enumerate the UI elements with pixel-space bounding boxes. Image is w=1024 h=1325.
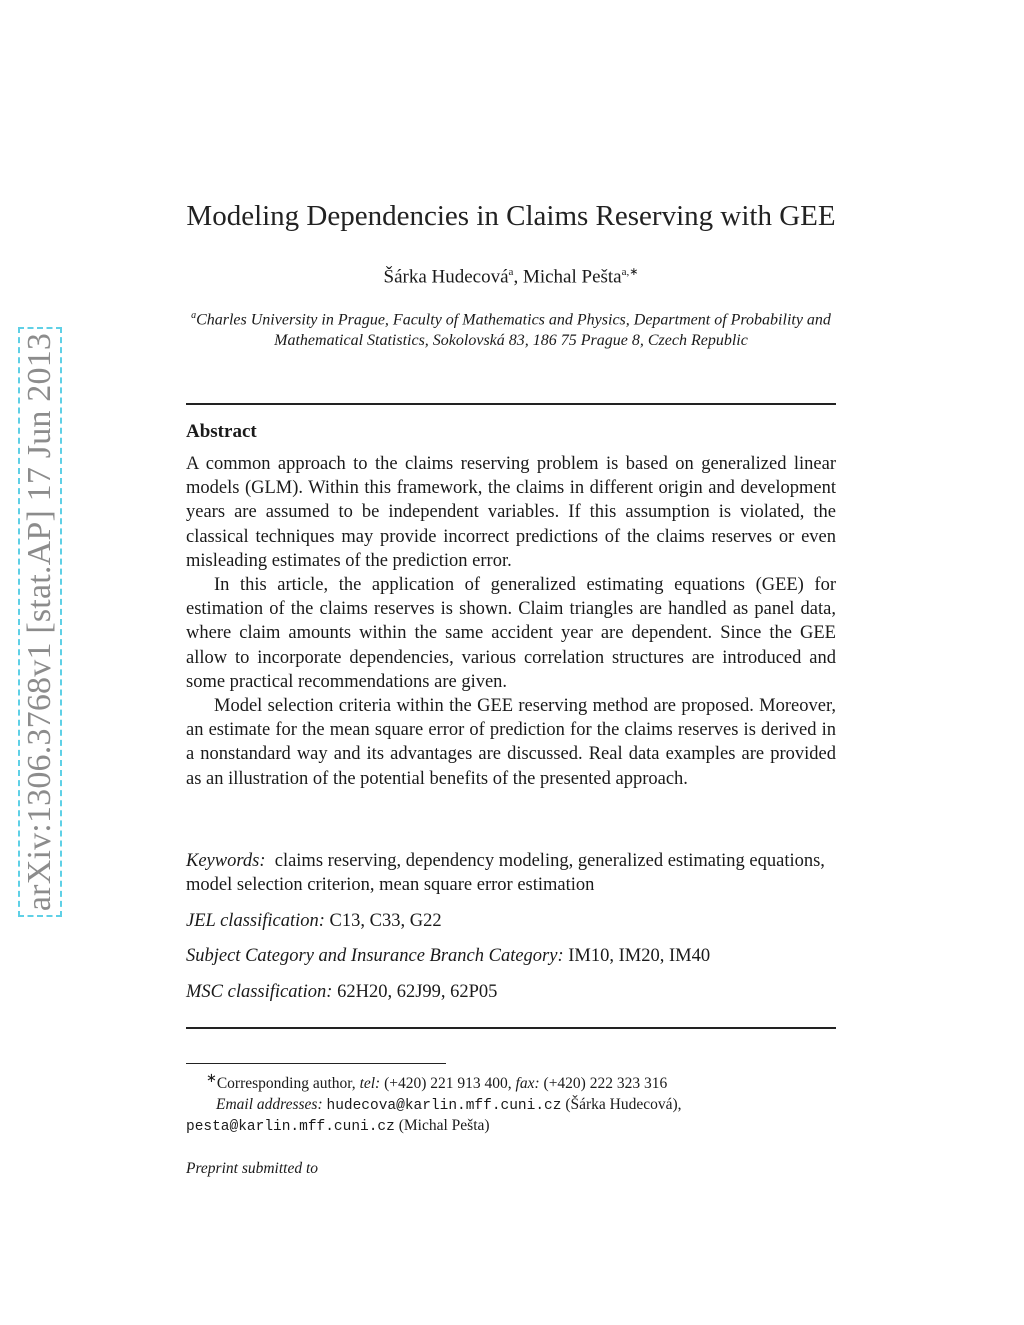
affiliation-marker: a: [191, 310, 197, 321]
subject-label: Subject Category and Insurance Branch Category:: [186, 946, 564, 966]
abstract-paragraph: Model selection criteria within the GEE reserving method are proposed. Moreover, an estimate for the mean square error of prediction for the claims reserves is derived in a nonstandard way and its advantages are discussed. Real data examples are provided as an illustration of the potential benefits of the presented approach.: [186, 696, 836, 789]
msc-value: 62H20, 62J99, 62P05: [337, 982, 498, 1002]
footnote: [186, 1068, 836, 1138]
footnote-corresponding: [186, 1068, 836, 1095]
email-name-hudecova: (Šárka Hudecová),: [565, 1095, 682, 1113]
footnote-emails: [186, 1095, 836, 1117]
abstract-body: [186, 452, 836, 791]
keywords: [186, 849, 836, 897]
email-name-pesta: (Michal Pešta): [398, 1117, 490, 1135]
arxiv-stamp: [18, 327, 62, 917]
keywords-value: claims reserving, dependency modeling, generalized estimating equations, model selection criterion, mean square error estimation: [186, 851, 825, 896]
fax-label: fax:: [515, 1075, 540, 1093]
top-rule: [186, 403, 836, 405]
author-pesta: Michal Pešta: [522, 266, 622, 288]
footnote-star: ∗: [206, 1070, 217, 1085]
footnote-rule: [186, 1063, 446, 1064]
tel-label: tel:: [359, 1075, 381, 1093]
abstract-heading: Abstract: [186, 421, 257, 442]
footnote-emails-cont: [186, 1116, 836, 1138]
arxiv-identifier: arXiv:1306.3768v1 [stat.AP] 17 Jun 2013: [21, 332, 58, 912]
subject-category: [186, 944, 836, 968]
author-list: [186, 265, 836, 288]
author-affiliation-marker: a,∗: [621, 266, 639, 278]
author-hudecova: Šárka Hudecová: [383, 266, 509, 288]
msc-classification: [186, 980, 836, 1004]
paper-title: Modeling Dependencies in Claims Reserving with GEE: [186, 200, 836, 232]
fax-value: (+420) 222 323 316: [543, 1075, 668, 1093]
abstract-paragraph: A common approach to the claims reserving problem is based on generalized linear models (GLM). Within this framework, the claims in different origin and development years are assumed to be independent variables. If this assumption is violated, the classical techniques may provide incorrect predictions of the claims reserves or even misleading estimates of the prediction error.: [186, 454, 836, 571]
tel-value: (+420) 221 913 400,: [384, 1075, 516, 1093]
email-label: Email addresses:: [216, 1095, 323, 1113]
preprint-note: Preprint submitted to: [186, 1160, 319, 1177]
abstract-paragraph: In this article, the application of generalized estimating equations (GEE) for estimation of the claims reserves is shown. Claim triangles are handled as panel data, where claim amounts within the same accident year are dependent. Since the GEE allow to incorporate dependencies, various correlation structures are introduced and some practical recommendations are given.: [186, 575, 836, 692]
keywords-label: Keywords:: [186, 851, 266, 871]
affiliation: [186, 305, 836, 351]
subject-value: IM10, IM20, IM40: [568, 946, 711, 966]
email-link-hudecova[interactable]: hudecova@karlin.mff.cuni.cz: [326, 1097, 562, 1114]
jel-classification: [186, 909, 836, 933]
bottom-rule: [186, 1027, 836, 1029]
jel-value: C13, C33, G22: [329, 911, 442, 931]
msc-label: MSC classification:: [186, 982, 333, 1002]
affiliation-text: Charles University in Prague, Faculty of Mathematics and Physics, Department of Probability and Mathematical Statistics, Sokolovská 83, 186 75 Prague 8, Czech Republic: [196, 311, 831, 350]
author-affiliation-marker: a: [508, 266, 514, 278]
author-separator: ,: [513, 266, 523, 288]
email-link-pesta[interactable]: pesta@karlin.mff.cuni.cz: [186, 1119, 395, 1136]
jel-label: JEL classification:: [186, 911, 325, 931]
corresponding-label: Corresponding author,: [216, 1075, 360, 1093]
